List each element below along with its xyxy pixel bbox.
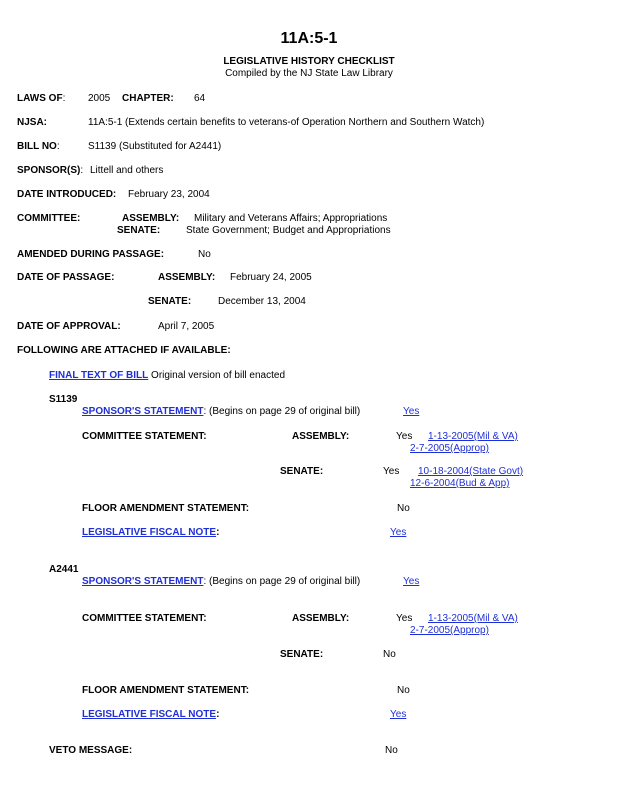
a2441-sponsor-yes-link[interactable]: Yes [403, 576, 420, 587]
s1139-label: S1139 [49, 394, 78, 405]
s1139-fiscal-yes-link[interactable]: Yes [390, 527, 407, 538]
a2441-floor-label: FLOOR AMENDMENT STATEMENT: [82, 685, 250, 696]
s1139-sponsor-link[interactable]: SPONSOR'S STATEMENT [82, 406, 204, 417]
s1139-assembly-link-2[interactable]: 2-7-2005(Approp) [410, 443, 489, 454]
committee-assembly-label: ASSEMBLY: [122, 213, 180, 224]
bill-no-value: S1139 (Substituted for A2441) [88, 141, 222, 152]
page-subtitle: LEGISLATIVE HISTORY CHECKLIST [223, 56, 395, 67]
veto-value: No [385, 745, 398, 756]
a2441-assembly-yes: Yes [396, 613, 413, 624]
committee-assembly-value: Military and Veterans Affairs; Appropriations [194, 213, 388, 224]
bill-no-label: BILL NO: [17, 141, 60, 152]
chapter-value: 64 [194, 93, 206, 104]
njsa-label: NJSA: [17, 117, 48, 128]
final-text-link[interactable]: FINAL TEXT OF BILL [49, 370, 149, 381]
s1139-sponsor-yes-link[interactable]: Yes [403, 406, 420, 417]
date-introduced-value: February 23, 2004 [128, 189, 210, 200]
a2441-committee-label: COMMITTEE STATEMENT: [82, 613, 207, 624]
laws-of-label: LAWS OF: [17, 93, 66, 104]
date-of-approval-value: April 7, 2005 [158, 321, 215, 332]
s1139-assembly-link-1[interactable]: 1-13-2005(Mil & VA) [428, 431, 518, 442]
a2441-fiscal-yes-link[interactable]: Yes [390, 709, 407, 720]
committee-label: COMMITTEE: [17, 213, 81, 224]
a2441-assembly-label: ASSEMBLY: [292, 613, 350, 624]
a2441-floor-value: No [397, 685, 410, 696]
s1139-sponsor-desc: : (Begins on page 29 of original bill) [203, 406, 361, 417]
a2441-sponsor-desc: : (Begins on page 29 of original bill) [203, 576, 361, 587]
final-text-desc: Original version of bill enacted [148, 370, 286, 381]
s1139-senate-link-2[interactable]: 12-6-2004(Bud & App) [410, 478, 510, 489]
s1139-floor-value: No [397, 503, 410, 514]
s1139-senate-link-1[interactable]: 10-18-2004(State Govt) [418, 466, 524, 477]
a2441-senate-label: SENATE: [280, 649, 324, 660]
s1139-fiscal-row: LEGISLATIVE FISCAL NOTE: [82, 527, 220, 538]
chapter-label: CHAPTER: [122, 93, 174, 104]
date-of-passage-label: DATE OF PASSAGE: [17, 272, 115, 283]
passage-senate-value: December 13, 2004 [218, 296, 306, 307]
following-attached-label: FOLLOWING ARE ATTACHED IF AVAILABLE: [17, 345, 231, 356]
amended-label: AMENDED DURING PASSAGE: [17, 249, 165, 260]
a2441-assembly-link-1[interactable]: 1-13-2005(Mil & VA) [428, 613, 518, 624]
date-of-approval-label: DATE OF APPROVAL: [17, 321, 121, 332]
s1139-senate-label: SENATE: [280, 466, 324, 477]
passage-senate-label: SENATE: [148, 296, 192, 307]
s1139-assembly-yes: Yes [396, 431, 413, 442]
committee-senate-label: SENATE: [117, 225, 161, 236]
a2441-fiscal-link[interactable]: LEGISLATIVE FISCAL NOTE [82, 709, 217, 720]
compiled-by: Compiled by the NJ State Law Library [225, 68, 393, 79]
s1139-fiscal-link[interactable]: LEGISLATIVE FISCAL NOTE [82, 527, 217, 538]
sponsors-value: Littell and others [90, 165, 164, 176]
s1139-committee-label: COMMITTEE STATEMENT: [82, 431, 207, 442]
s1139-assembly-label: ASSEMBLY: [292, 431, 350, 442]
committee-senate-value: State Government; Budget and Appropriations [186, 225, 391, 236]
njsa-value: 11A:5-1 (Extends certain benefits to veterans-of Operation Northern and Southern Watch) [88, 117, 485, 128]
final-text-row [49, 370, 285, 381]
sponsors-label: SPONSOR(S): [17, 165, 84, 176]
s1139-floor-label: FLOOR AMENDMENT STATEMENT: [82, 503, 250, 514]
veto-label: VETO MESSAGE: [49, 745, 133, 756]
a2441-senate-value: No [383, 649, 396, 660]
passage-assembly-label: ASSEMBLY: [158, 272, 216, 283]
amended-value: No [198, 249, 211, 260]
a2441-assembly-link-2[interactable]: 2-7-2005(Approp) [410, 625, 489, 636]
laws-of-year: 2005 [88, 93, 111, 104]
date-introduced-label: DATE INTRODUCED: [17, 189, 117, 200]
s1139-sponsor-row [82, 406, 360, 417]
a2441-sponsor-link[interactable]: SPONSOR'S STATEMENT [82, 576, 204, 587]
a2441-sponsor-row [82, 576, 360, 587]
a2441-label: A2441 [49, 564, 79, 575]
passage-assembly-value: February 24, 2005 [230, 272, 312, 283]
s1139-senate-yes: Yes [383, 466, 400, 477]
a2441-fiscal-row: LEGISLATIVE FISCAL NOTE: [82, 709, 220, 720]
page-title: 11A:5-1 [280, 30, 338, 47]
